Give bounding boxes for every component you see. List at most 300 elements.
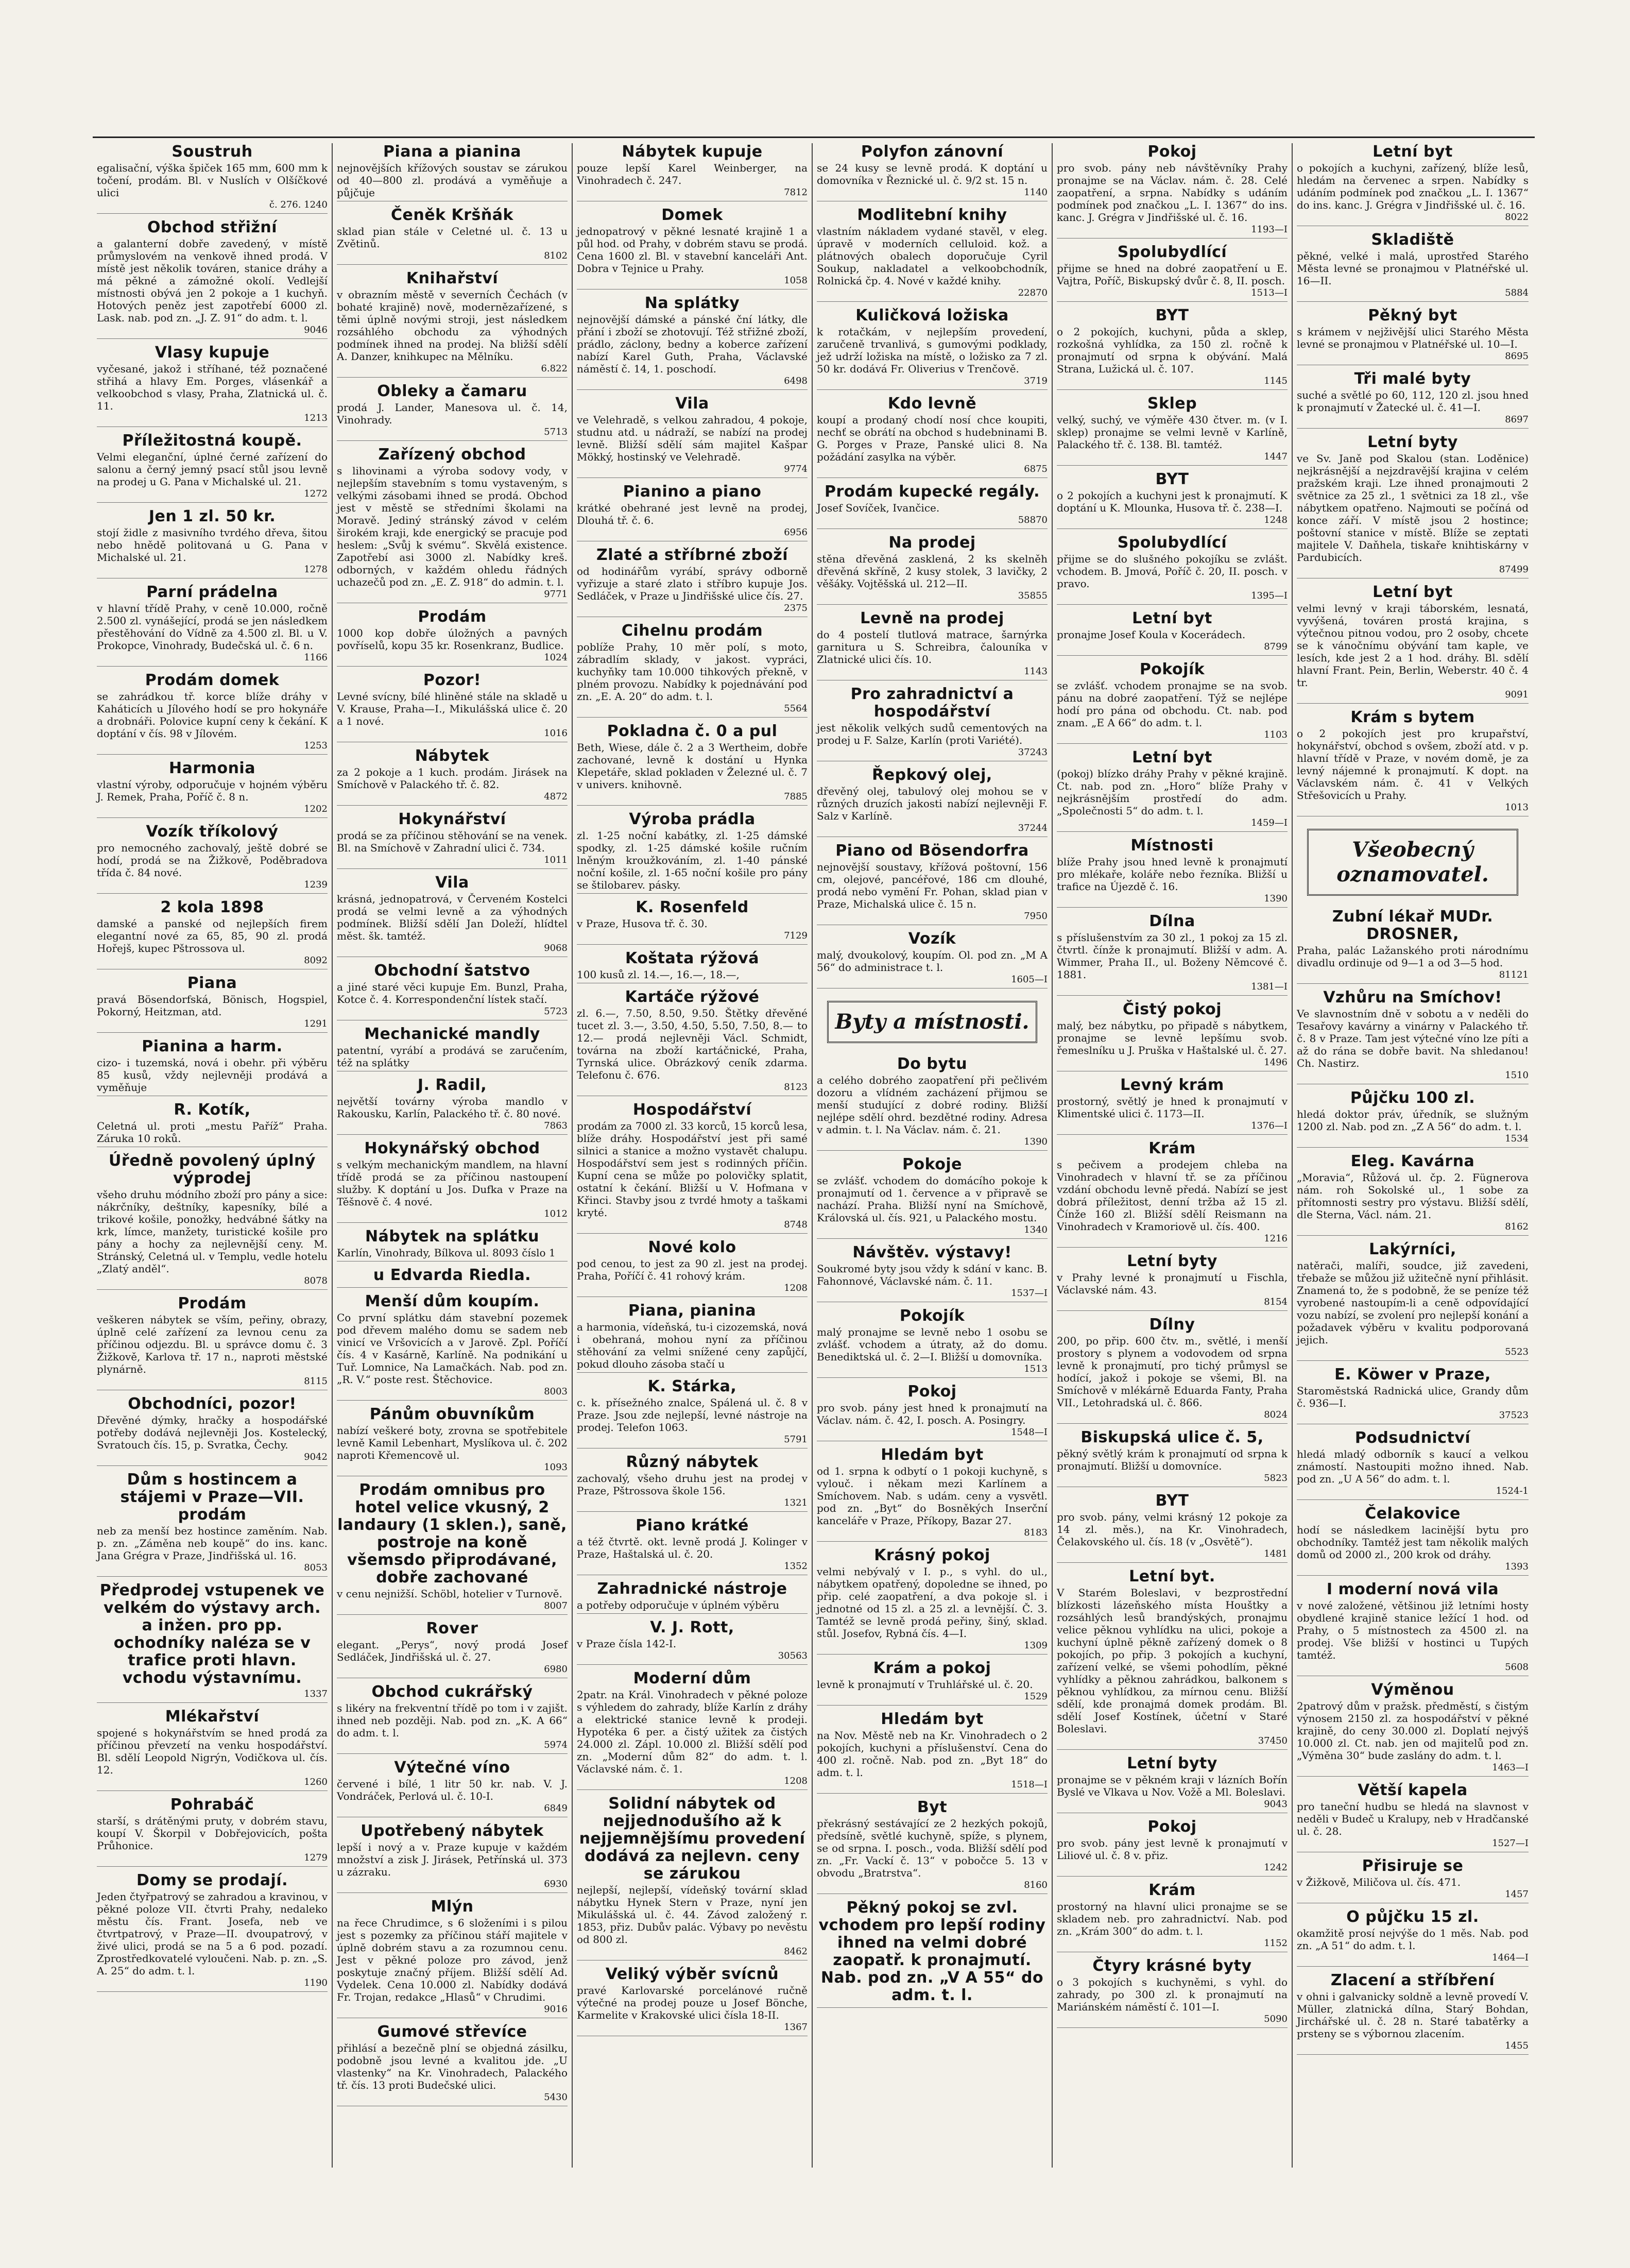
ad-body: malý, bez nábytku, po připadě s nábytkem, pronajme se levně lepšímu svob. řemeslníku u J. Pruška v Haštalské ul. č. 27. (1057, 1019, 1288, 1056)
ad-reference-number: 8697 (1505, 414, 1529, 425)
ad-body: od hodinářům vyrábí, správy odborně vyřizuje a staré zlato i stříbro kupuje Jos. Sedláček, v Praze u Jindřišské ulice čís. 27. (577, 565, 808, 602)
ad-body: nejnovější dámské a pánské ční látky, dle přání i zboží se zhotovují. Též střižné zboží, prádlo, záclony, bedny a koberce zařízení nabízí Karel Guth, Praha, Václavské náměstí č. 14, 1. poschodí. (577, 313, 808, 375)
classified-ad (97, 1395, 328, 1466)
ad-heading: Výroba prádla (629, 810, 756, 828)
ad-body: (pokoj) blízko dráhy Prahy v pěkné krajině. Ct. nab. pod zn. „Horo“ blíže Prahy v nejkrásnějším prostředí do adm. „Společnosti 5“ do adm. t. l. (1057, 768, 1288, 817)
ad-heading: V. J. Rott, (650, 1618, 734, 1636)
column-1 (93, 143, 333, 2168)
ad-body: pro svob. pány neb návštěvníky Prahy pronajme se na Václav. nám. č. 28. Celé zaopatření, a srpna. Nabídky s udáním podmínek pod značkou „L. I. 1367“ do ins. kanc. J. Grégra v Jindřišské ul. č. 16. (1057, 162, 1288, 224)
classified-ad (817, 766, 1048, 837)
ad-body: „Moravia“, Růžová ul. čp. 2. Fügnerova nám. roh Sokolské ul., 1 sobe za přítomnosti sestry pro výstavu. Bližší sdělí, dle Sterna, Václ. nám. 21. (1297, 1171, 1529, 1221)
classified-ad (337, 270, 568, 378)
classified-ad (817, 686, 1048, 761)
ad-reference-number: 8462 (784, 1946, 808, 1957)
ad-heading: Letní byty (1127, 1252, 1217, 1270)
ad-body: s pečivem a prodejem chleba na Vinohradech v hlavní tř. se za příčinou vzdání obchodu levně předá. Nabízí se jest dobrá příležitost, denní tržba až 15 zl. Čínže 160 zl. Bližší sdělí Reismann na Vinohradech v Kramoriově ul. čís. 400. (1057, 1158, 1288, 1233)
ad-body: prostorný, světlý je hned k pronajmutí v Klimentské ulici č. 1173—II. (1057, 1095, 1288, 1120)
ad-reference-number: 5090 (1264, 2014, 1288, 2024)
ad-heading: O půjčku 15 zl. (1346, 1908, 1479, 1926)
ad-body: lepší i nový a v. Praze kupuje v každém množství a zisk J. Jirásek, Petřínská ul. 373 u zázraku. (337, 1841, 568, 1878)
ad-heading: Dílna (1149, 912, 1195, 930)
classified-ad (337, 874, 568, 957)
ad-reference-number: 1208 (784, 1283, 808, 1293)
ad-reference-number: 8078 (304, 1275, 328, 1286)
ad-body: a jiné staré věci kupuje Em. Bunzl, Praha, Kotce č. 4. Korrespondenční lístek stačí. (337, 981, 568, 1005)
classified-ad (97, 1152, 328, 1290)
classified-ad (97, 143, 328, 214)
ad-reference-number: 1216 (1264, 1233, 1288, 1244)
ad-heading: Vila (675, 395, 709, 413)
ad-reference-number: 1457 (1505, 1889, 1529, 1900)
classified-ad (1057, 1957, 1288, 2028)
ad-heading: 2 kola 1898 (160, 898, 264, 916)
ad-body: se zahrádkou tř. korce blíže dráhy v Kaháticích u Jílového hodí se pro hokynáře a drobnáři. Polovice kupní ceny k čekání. K doptání v čís. 98 v Jílovém. (97, 690, 328, 740)
ad-body: pro svob. pány jest hned k pronajmutí na Václav. nám. č. 42, I. posch. A. Posingry. (817, 1402, 1048, 1426)
classified-ad (1297, 989, 1529, 1084)
ad-heading: Piano krátké (636, 1516, 749, 1534)
classified-ad (97, 672, 328, 755)
ad-reference-number: 9774 (784, 464, 808, 474)
ad-heading: Kuličková ložiska (855, 306, 1009, 325)
ad-reference-number: 1548—I (1011, 1427, 1048, 1438)
ad-reference-number: 5723 (544, 1006, 568, 1017)
classified-ad (817, 307, 1048, 390)
ad-body: jednopatrový v pěkné lesnaté krajině 1 a půl hod. od Prahy, v dobrém stavu se prodá. Cena 1600 zl. Bl. v stavební kanceláři Ant. Dobra v Tejnice u Prahy. (577, 225, 808, 275)
ad-reference-number: 5884 (1505, 287, 1529, 298)
ad-reference-number: 6875 (1024, 464, 1048, 474)
ad-reference-number: 8799 (1264, 641, 1288, 652)
ad-heading: Letní byty (1127, 1754, 1217, 1772)
classified-ad (817, 1383, 1048, 1441)
column-5 (1053, 143, 1293, 2168)
ad-heading: Příležitostná koupě. (122, 432, 302, 450)
ad-heading: Krám (1148, 1139, 1196, 1157)
ad-reference-number: 1340 (1024, 1224, 1048, 1235)
ad-reference-number: 1459—I (1251, 817, 1288, 828)
ad-heading: Vozík (908, 930, 956, 948)
classified-ad (1057, 1001, 1288, 1071)
ad-body: vlastním nákladem vydané stavěl, v eleg. úpravě v moderních celluloid. kož. a plátnových obalech doporučuje Cyril Soukup, nakladatel a velkoobchodník, Rolnická čp. 4. Nové v každé knihy. (817, 225, 1048, 287)
ad-body: nejnovější soustavy, křížová poštovní, 156 cm, olejové, pancéřové, 186 cm dlouhé, prodá nebo vymění Fr. Pohan, sklad pian v Praze, Michalská ulice č. 15 n. (817, 861, 1048, 910)
ad-body: malý pronajme se levně nebo 1 osobu se zvlášť. vchodem a útraty, až do domu. Benediktská ul. č. 2—I. Bližší u domovníka. (817, 1326, 1048, 1363)
classified-ad (337, 1267, 568, 1288)
ad-body: Beth, Wiese, dále č. 2 a 3 Wertheim, dobře zachované, levně k dostání u Hynka Klepetáře, sklad pokladen v Železné ul. č. 7 v univers. knihovně. (577, 741, 808, 791)
ad-reference-number: 37450 (1258, 1735, 1288, 1746)
ad-reference-number: 5523 (1505, 1346, 1529, 1357)
classified-ad (577, 1378, 808, 1448)
ad-heading: Prodám domek (145, 671, 280, 689)
classified-ad (817, 1244, 1048, 1302)
ad-heading: Větší kapela (1358, 1781, 1468, 1799)
ad-body: do 4 postelí tlutlová matrace, šarnýrka garnitura u S. Schreibra, čalouníka v Zlatnické ulici čís. 10. (817, 628, 1048, 666)
ad-heading: Obchodníci, pozor! (128, 1395, 297, 1413)
ad-body: Soukromé byty jsou vždy k sdání v kanc. B. Fahonnové, Václavské nám. č. 11. (817, 1263, 1048, 1287)
ad-body: se zvlášť. vchodem do domácího pokoje k pronajmutí od 1. července a v připravě se nachází. Praha. Bližší nyní na Smíchově, Královská ul. čís. 921, u Palackého mostu. (817, 1174, 1048, 1224)
ad-reference-number: 6.822 (541, 363, 568, 374)
ad-body: pronajme Josef Koula v Kocerádech. (1057, 628, 1246, 641)
ad-heading: Výtečné víno (394, 1759, 510, 1777)
classified-ad (817, 534, 1048, 605)
ad-reference-number: 1309 (1024, 1640, 1048, 1651)
ad-body: ve Sv. Janě pod Skalou (stan. Loděnice) nejkrásnější a nejzdravější krajina v celém pražském kraji. Lze ihned pronajmouti 2 světnice za 25 zl., 1 světnici za 18 zl., vše nábytkem opatřeno. Najmouti se počíná od konce září. V místě jsou 2 hostince; poštovní stanice v místě. Blíže se zeptati majitele V. Daňhela, tiskaře knihtiskárny v Pardubicích. (1297, 452, 1529, 564)
ad-reference-number: 1208 (784, 1776, 808, 1786)
classified-ad (337, 672, 568, 742)
ad-body: 1000 kop dobře úložných a pavných povříselů, kopu 35 kr. Rosenkranz, Budlice. (337, 627, 568, 652)
classified-ad (97, 219, 328, 339)
ad-reference-number: 7863 (544, 1120, 568, 1131)
section-header: Všeobecný oznamovatel. (1307, 829, 1518, 896)
ad-heading: Pokladna č. 0 a pul (607, 722, 778, 740)
ad-heading: Zahradnické nástroje (597, 1580, 787, 1598)
ad-heading: Mlékařství (165, 1708, 260, 1726)
ad-reference-number: 7812 (784, 187, 808, 198)
ad-body: Josef Sovíček, Ivančice. (817, 502, 940, 514)
ad-body: pravá Bösendorfská, Bönisch, Hogspiel, Pokorný, Heitzman, atd. (97, 993, 328, 1018)
ad-heading: Řepkový olej, (872, 766, 992, 784)
ad-body: krátké obehrané jest levně na prodej, Dlouhá tř. č. 6. (577, 502, 808, 526)
classified-ad (577, 811, 808, 894)
ad-body: 2patrový dům v pražsk. předměstí, s čistým výnosem 2150 zl. za hospodářství v pěkné krajině, do ceny 30.000 zl. Doplatí nejvýš 10.000 zl. Ct. nab. jen od majitelů pod zn. „Výměna 30“ bude zaslány do adm. t. l. (1297, 1700, 1529, 1762)
ad-body: se zvlášť. vchodem pronajme se na svob. pánu na dobré zaopatření. Týž se nejlépe hodí pro pána od obchodu. Ct. nab. pod znam. „E A 66“ do adm. t. l. (1057, 679, 1288, 729)
ad-heading: Obchodní šatstvo (374, 962, 530, 980)
ad-body: 2patr. na Král. Vinohradech v pěkné poloze s výhledem do zahrady, blíže Karlín z dráhy a elektrické stanice levně k prodeji. Hypotéka 6 per. a čistý užitek za čistých 24.000 zl. Zápl. 10.000 zl. Bližší sdělí pod zn. „Moderní dům 82“ do adm. t. l. Václavské nám. č. 1. (577, 1689, 808, 1775)
classified-ad (577, 899, 808, 945)
ad-heading: Návštěv. výstavy! (852, 1243, 1012, 1261)
classified-ad (1297, 1429, 1529, 1500)
ad-heading: Pokoj (1147, 1818, 1197, 1836)
classified-ad (1297, 709, 1529, 816)
classified-ad (1057, 1568, 1288, 1750)
ad-heading: Tři malé byty (1354, 370, 1471, 388)
ad-heading: I moderní nová vila (1326, 1580, 1499, 1598)
classified-ad (1057, 913, 1288, 996)
ad-body: stěna dřevěná zasklená, 2 ks skelněh dřevěná skříně, 2 kusy stolek, 3 lavičky, 2 věšáky. Vojtěšská ul. 212—II. (817, 553, 1048, 590)
ad-heading: Letní byty (1367, 433, 1458, 451)
classified-ad (817, 207, 1048, 302)
ad-body: V Starém Boleslavi, v bezprostřední blízkosti lázeňského místa Houštky a rozsáhlých lesů brandýských, pronajmu velice pěknou vyhlídku na ulici, pokoje a kuchyní úplně pěkně zařízený domek o 8 pokojích, po přip. 3 pokojích a kuchyní, zařízení velké, se všemi pohodlím, pěkné vyhlídky a pěknou zahrádkou, balkonem s pěknou vyhlídkou, za mírnou cenu. Bližší sdělí, kde pronajmá domek prodám. Bl. sdělí Josef Kostínek, účetní v Staré Boleslavi. (1057, 1587, 1288, 1735)
ad-body: velký, suchý, ve výměře 430 čtver. m. (v I. sklep) pronajme se velmi levně v Karlíně, Palackého tř. č. 138. Bl. tamtéž. (1057, 414, 1288, 451)
ad-reference-number: 37243 (1018, 747, 1048, 758)
ad-body: pod cenou, to jest za 90 zl. jest na prodej. Praha, Poříčí č. 41 rohový krám. (577, 1257, 808, 1282)
ad-heading: Čtyry krásné byty (1092, 1957, 1252, 1975)
column-4 (813, 143, 1053, 2168)
ad-body: v Praze čísla 142-I. (577, 1638, 677, 1650)
classified-ad (97, 1708, 328, 1791)
classified-ad (337, 207, 568, 265)
ad-heading: Pozor! (423, 671, 482, 689)
ad-reference-number: 5974 (544, 1740, 568, 1750)
ad-heading: Do bytu (897, 1055, 968, 1073)
ad-body: na řece Chrudimce, s 6 složeními i s pilou jest s pozemky za příčinou stáří majitele v úplně dobrém stavu a za rozumnou cenu. Jest v pěkné poloze pro závod, jenž poskytuje značný příjem. Bližší sdělí Ad. Vydelek. Cena 10.000 zl. Nabídky dodává Fr. Trojan, redakce „Hlasů“ v Chrudimi. (337, 1917, 568, 2003)
ad-heading: Úředně povolený úplný výprodej (109, 1152, 316, 1187)
ad-reference-number: 1390 (1264, 893, 1288, 904)
ad-body: prodá J. Lander, Manesova ul. č. 14, Vinohrady. (337, 401, 568, 426)
ad-body: nejnovějších křížových soustav se zárukou od 40—800 zl. prodává a vyměňuje a půjčuje (337, 162, 568, 199)
ad-reference-number: 81121 (1499, 969, 1529, 980)
classified-ad (817, 483, 1048, 529)
ad-reference-number: 8102 (544, 250, 568, 261)
classified-ad (97, 975, 328, 1033)
ad-heading: Obleky a čamaru (377, 382, 527, 400)
ad-body: pro nemocného zachovalý, ještě dobré se hodí, prodá se na Žižkově, Poděbradova třída č. 84 nové. (97, 842, 328, 879)
ad-heading: Pánům obuvníkům (369, 1405, 535, 1423)
ad-body: zl. 1-25 noční kabátky, zl. 1-25 dámské spodky, zl. 1-25 dámské košile ručním lněným kroužkováním, zl. 1-40 pánské noční košile, zl. 1-65 noční košile pro pány se štilobarev. pásky. (577, 829, 808, 891)
classified-ad (1297, 231, 1529, 302)
ad-reference-number: 8115 (304, 1376, 328, 1387)
ad-body: zachovalý, všeho druhu jest na prodej v Praze, Pštrossova škole 156. (577, 1472, 808, 1497)
ad-heading: Zařízený obchod (378, 446, 526, 464)
ad-heading: Vila (435, 874, 469, 892)
classified-ad (337, 1140, 568, 1223)
ad-reference-number: č. 276. 1240 (269, 199, 328, 210)
ad-heading: J. Radil, (417, 1076, 487, 1094)
ad-heading: Letní byt (1132, 609, 1212, 627)
classified-ad (577, 723, 808, 806)
ad-reference-number: 1524-1 (1496, 1486, 1529, 1496)
ad-reference-number: 1058 (784, 275, 808, 286)
ad-body: sklad pian stále v Celetné ul. č. 13 u Zvětinů. (337, 225, 568, 250)
ad-body: Dřevěné dýmky, hračky a hospodářské potřeby dodává nejlevněji Jos. Kostelecký, Svratouch čís. 15, p. Svratka, Čechy. (97, 1414, 328, 1451)
ad-reference-number: 1016 (544, 728, 568, 739)
ad-body: a potřeby odporučuje v úplném výběru (577, 1599, 780, 1611)
ad-heading: Piano od Bösendorfra (835, 842, 1029, 860)
ad-reference-number: 1152 (1264, 1938, 1288, 1949)
ad-body: prostorný na hlavní ulici pronajme se se skladem neb. pro zahradnictví. Nab. pod zn. „Krám 300“ do adm. t. l. (1057, 1900, 1288, 1937)
ad-body: v nové založené, většinou již letními hosty obydlené krajině stanice ležící 1 hod. od Prahy, o 5 místnostech za 4500 zl. na prodej. Vše bližší v hostinci u Tupých tamtéž. (1297, 1599, 1529, 1661)
ad-heading: Pokojík (899, 1307, 965, 1325)
ad-reference-number: 5713 (544, 427, 568, 437)
ad-reference-number: 1447 (1264, 451, 1288, 462)
ad-body: egalisační, výška špiček 165 mm, 600 mm k točení, prodám. Bl. v Nuslích v Olšíčkové ulici (97, 162, 328, 199)
ad-reference-number: 8160 (1024, 1880, 1048, 1890)
ad-reference-number: 1513—I (1251, 287, 1288, 298)
classified-ad (97, 344, 328, 427)
ad-reference-number: 4872 (544, 791, 568, 802)
ad-body: Praha, palác Lažanského proti národnímu divadlu ordinuje od 9—1 a od 3—5 hod. (1297, 944, 1529, 969)
classified-ad (1057, 1492, 1288, 1563)
ad-body: prodám za 7000 zl. 33 korců, 15 korců lesa, blíže dráhy. Hospodářství jest při samé silnici a stanice a možno vystavět chalupu. Hospodářství sem jest s rodinných příčin. Kupní cena se může po polovičky splatit, ostatní k čekání. Bližší u V. Hofmana v Křinci. Stavby jsou z tvrdé hmoty a taškami kryté. (577, 1120, 808, 1219)
ad-reference-number: 1011 (544, 855, 568, 865)
ad-heading: R. Kotík, (174, 1101, 251, 1119)
ad-reference-number: 1513 (1024, 1363, 1048, 1374)
classified-ad (1297, 1681, 1529, 1777)
ad-reference-number: 8162 (1505, 1221, 1529, 1232)
classified-ad (337, 383, 568, 441)
ad-heading: Kdo levně (887, 395, 977, 413)
ad-heading: Pokoj (1147, 143, 1197, 161)
ad-body: pro svob. pány, velmi krásný 12 pokoje za 14 zl. měs.), na Kr. Vinohradech, Čelakovského ul. čís. 18 (v „Osvětě“). (1057, 1511, 1288, 1548)
classified-ad (817, 143, 1048, 201)
ad-reference-number: 7950 (1024, 911, 1048, 922)
column-3 (573, 143, 813, 2168)
ad-heading: Polyfon zánovní (861, 143, 1004, 161)
ad-body: 100 kusů zl. 14.—, 16.—, 18.—, (577, 968, 740, 981)
ad-heading: Na splátky (644, 294, 740, 312)
ad-body: prodá se za příčinou stěhování se na venek. Bl. na Smíchově v Zahradní ulici č. 734. (337, 829, 568, 854)
ad-heading: Eleg. Kavárna (1350, 1152, 1475, 1170)
classified-ad (97, 1101, 328, 1147)
ad-body: o 3 pokojích s kuchyněmi, s vyhl. do zahrady, po 300 zl. k pronajmutí na Mariánském náměstí č. 101—I. (1057, 1976, 1288, 2013)
ad-heading: Kartáče rýžové (625, 988, 760, 1006)
classified-ad (1297, 1908, 1529, 1967)
ad-body: 200, po přip. 600 čtv. m., světlé, i menší prostory s plynem a vodovodem od srpna levně k pronajmutí, pro tichý průmysl se hodící, jakož i pokoje se všemi, Bl. na Smíchově v mlékárně Eduarda Fanty, Praha VII., Letohradská ul. č. 866. (1057, 1335, 1288, 1409)
ad-reference-number: 22870 (1018, 287, 1048, 298)
ad-reference-number: 37523 (1499, 1410, 1529, 1421)
classified-ad (817, 1446, 1048, 1542)
ad-heading: Nové kolo (648, 1238, 736, 1256)
ad-reference-number: 1455 (1505, 2040, 1529, 2051)
ad-reference-number: 1190 (304, 1977, 328, 1988)
ad-body: Karlín, Vinohrady, Bílkova ul. 8093 číslo 1 (337, 1247, 556, 1259)
ad-body: zl. 6.—, 7.50, 8.50, 9.50. Štětky dřevěné tucet zl. 3.—, 3.50, 4.50, 5.50, 7.50, 8.— to 12.— prodá nejlevněji Václ. Schmidt, továrna na zboží kartáčnické, Praha, Tyrnská ulice. Obrázkový ceník zdarma. Telefonu č. 676. (577, 1007, 808, 1081)
ad-heading: Mechanické mandly (364, 1025, 540, 1043)
classified-ad (577, 1670, 808, 1790)
ad-reference-number: 1024 (544, 652, 568, 663)
classified-ad (577, 1966, 808, 2036)
ad-reference-number: 1253 (304, 740, 328, 751)
ad-heading: Koštata rýžová (625, 949, 760, 967)
ad-reference-number: 8154 (1264, 1297, 1288, 1307)
ad-heading: Dům s hostincem a stájemi v Praze—VII. prodám (120, 1471, 304, 1524)
classified-ad (1057, 749, 1288, 832)
ad-heading: Prodám kupecké regály. (824, 483, 1040, 501)
ad-body: a galanterní dobře zavedený, v místě průmyslovém na venkově ihned prodá. V místě jest několik továren, stanice dráhy a má pěkné a zámožné okolí. Vedlejší místnosti obývá jen 2 pokoje a 1 kuchyň. Hotových peněz jest zapotřebí 6000 zl. Lask. nab. pod zn. „J. Z. 91“ do adm. t. l. (97, 237, 328, 324)
ad-reference-number: 3719 (1024, 376, 1048, 386)
ad-reference-number: 37244 (1018, 823, 1048, 833)
ad-heading: K. Rosenfeld (636, 898, 749, 916)
ad-reference-number: 1367 (784, 2022, 808, 2033)
classified-ad (1297, 370, 1529, 429)
ad-reference-number: 1278 (304, 564, 328, 575)
classified-ad (1057, 143, 1288, 238)
ad-body: o 2 pokojích jest pro krupařství, hokynářství, obchod s ovšem, zboží atd. v p. hlavní třídě v Praze, v novém domě, je za levný nájemné k pronajmutí. K dopt. na Václavském nám. č. 41 v Velkých Střešovicích u Prahy. (1297, 727, 1529, 802)
classified-ad (577, 950, 808, 983)
ad-heading: Harmonia (169, 759, 255, 777)
classified-ad (577, 1580, 808, 1614)
ad-heading: Dílny (1149, 1316, 1195, 1334)
ad-heading: Nábytek (415, 747, 490, 765)
ad-body: od 1. srpna k odbytí o 1 pokoji kuchyně, s vylouč. i někam mezi Karlínem a Smíchovem. Nab. s udám. ceny a vysvětl. pod zn. „Byt“ do Bosněkých Inserční kanceláře v Praze, Příkopy, Bazar 27. (817, 1465, 1048, 1527)
classified-columns (93, 143, 1535, 2168)
classified-ad (337, 1898, 568, 2018)
ad-reference-number: 1279 (304, 1852, 328, 1863)
classified-ad (1297, 1782, 1529, 1852)
ad-heading: Spolubydlící (1117, 534, 1227, 552)
ad-body: blíže Prahy jsou hned levně k pronajmutí pro mlékaře, koláře nebo řezníka. Bližší u trafice na Újezdě č. 16. (1057, 856, 1288, 893)
ad-reference-number: 8003 (544, 1386, 568, 1397)
ad-heading: Spolubydlící (1117, 243, 1227, 261)
ad-body: veškeren nábytek se vším, peřiny, obrazy, úplně celé zařízení za levnou cenu za příčinou odjezdu. Bl. u správce domu č. 3 Žižkově, Karlova tř. 17 n., naproti městské plynárně. (97, 1314, 328, 1375)
ad-heading: BYT (1155, 306, 1189, 325)
ad-body: ve Velehradě, s velkou zahradou, 4 pokoje, studnu atd. u nádraží, se nabízí na prodej levně. Bližší sdělí sám majitel Kašpar Mökký, hostinský ve Velehradě. (577, 414, 808, 463)
ad-reference-number: 58870 (1018, 515, 1048, 525)
ad-reference-number: 1510 (1505, 1070, 1529, 1081)
classified-ad (97, 432, 328, 503)
ad-heading: Čeněk Kršňák (391, 206, 513, 224)
ad-body: pravé Karlovarské porcelánové ručně výtečné na prodej pouze u Josef Bönche, Karmelite v Krakovské ulici čísla 18-II. (577, 1984, 808, 2021)
ad-reference-number: 8748 (784, 1219, 808, 1230)
ad-reference-number: 9043 (1264, 1799, 1288, 1810)
classified-ad (1297, 307, 1529, 365)
classified-ad (1057, 1316, 1288, 1424)
ad-heading: Piana, pianina (628, 1302, 757, 1320)
ad-reference-number: 1605—I (1011, 974, 1048, 985)
ad-reference-number: 9068 (544, 943, 568, 953)
ad-heading: Letní byt (1372, 583, 1453, 601)
ad-reference-number: 6980 (544, 1664, 568, 1675)
classified-ad (337, 1077, 568, 1135)
ad-heading: Čelakovice (1365, 1505, 1461, 1523)
classified-ad (817, 610, 1048, 680)
classified-ad (577, 547, 808, 617)
ad-reference-number: 1260 (304, 1777, 328, 1787)
ad-body: hledá doktor práv, úředník, se služným 1200 zl. Nab. pod zn. „Z A 56“ do adm. t. l. (1297, 1108, 1529, 1133)
ad-body: všeho druhu módního zboží pro pány a sice: nákrčníky, deštníky, kapesníky, bílé a trikové košile, ponožky, hedvábné šátky na krk, límce, manžety, turistické košile pro pány a hochy za nejlevnější ceny. M. Stránský, Celetná ul. v Templu, vedle hotelu „Zlatý anděl“. (97, 1188, 328, 1275)
ad-body: damské a panské od nejlepších firem elegantní nové za 65, 85, 90 zl. prodá Hořejš, kupec Pštrossova ul. (97, 917, 328, 954)
ad-heading: Piana (187, 974, 237, 992)
ad-heading: Pokojík (1139, 660, 1205, 678)
classified-ad (577, 207, 808, 289)
classified-ad (817, 842, 1048, 925)
ad-reference-number: 9091 (1505, 689, 1529, 700)
ad-body: Co první splátku dám stavební pozemek pod dřevem malého domu se sadem neb vinicí ve Vršovicích a v Jarově. Zpl. Poříčí čís. 4 v Kasárně, Karlíně. Na podnikání u Tuř. Lomnice, Na Lamačkách. Nab. pod zn. „R. V.“ poste rest. Štěchovice. (337, 1311, 568, 1386)
ad-reference-number: 5791 (784, 1434, 808, 1445)
ad-body: s likéry na frekventní třídě po tom i v zajišt. ihned neb později. Nab. pod zn. „K. A 66“ do adm. t. l. (337, 1702, 568, 1739)
classified-ad (337, 747, 568, 806)
ad-body: v Praze, Husova tř. č. 30. (577, 917, 708, 930)
ad-reference-number: 1202 (304, 804, 328, 814)
ad-heading: Čistý pokoj (1122, 1000, 1222, 1018)
ad-reference-number: 1529 (1024, 1691, 1048, 1702)
classified-ad (337, 1406, 568, 1476)
ad-heading: Sklep (1147, 395, 1197, 413)
classified-ad (817, 1899, 1048, 2008)
classified-ad (1057, 1755, 1288, 1813)
ad-body: přijme se do slušného pokojíku se zvlášt. vchodem. B. Jmová, Poříč č. 20, II. posch. v pravo. (1057, 553, 1288, 590)
ad-body: krásná, jednopatrová, v Červeném Kostelci prodá se velmi levně a za výhodných podmínek. Bližší sdělí Jan Doleží, hlídtel měst. šk. tamtéž. (337, 893, 568, 942)
ad-heading: Hospodářství (632, 1101, 752, 1119)
ad-heading: Hledám byt (881, 1446, 984, 1464)
ad-reference-number: 1381—I (1251, 981, 1288, 992)
ad-heading: Hledám byt (881, 1710, 984, 1728)
top-rule (93, 137, 1535, 138)
classified-ad (1297, 1153, 1529, 1236)
ad-reference-number: 1239 (304, 879, 328, 890)
ad-reference-number: 1013 (1505, 802, 1529, 813)
ad-reference-number: 5564 (784, 703, 808, 714)
ad-reference-number: 1390 (1024, 1136, 1048, 1147)
ad-heading: Prodám omnibus pro hotel velice vkusný, 2 landaury (1 sklen.), saně, postroje na koně všemsdo připrodávané, dobře zachované (337, 1481, 567, 1587)
classified-ad (97, 508, 328, 578)
classified-ad (1057, 1253, 1288, 1311)
classified-ad (1297, 1505, 1529, 1576)
ad-heading: Pěkný byt (1368, 306, 1457, 325)
ad-body: neb za menší bez hostince zaměním. Nab. p. zn. „Záměna neb koupě“ do ins. kanc. Jana Grégra v Praze, Jindřišská ul. 16. (97, 1525, 328, 1562)
ad-reference-number: 1463—I (1492, 1762, 1529, 1773)
classified-ad (1297, 434, 1529, 578)
ad-heading: K. Stárka, (647, 1377, 737, 1395)
ad-heading: Krám (1148, 1881, 1196, 1899)
ad-body: v Žižkově, Miličova ul. čís. 471. (1297, 1876, 1461, 1888)
ad-reference-number: 8022 (1505, 212, 1529, 223)
ad-body: pěkné, velké i malá, uprostřed Starého Města levné se pronajmou v Platnéřské ul. 16—II. (1297, 250, 1529, 287)
ad-body: s příslušenstvím za 30 zl., 1 pokoj za 15 zl. čtvrtl. čínže k pronajmutí. Bližší v adm. A. Wimmer, Praha II., ul. Boženy Němcové č. 1881. (1057, 931, 1288, 981)
ad-heading: Menší dům koupím. (365, 1292, 540, 1310)
classified-ad (1057, 244, 1288, 302)
ad-body: a harmonia, vídeňská, tu-i cizozemská, nová i obehraná, mohou nyní za příčinou stěhování za velmi snížené ceny zapůjčí, pokud dlouho zásoba stačí u (577, 1321, 808, 1370)
classified-ad (1297, 1366, 1529, 1424)
ad-heading: Pěkný pokoj se zvl. vchodem pro lepší rodiny ihned na velmi dobré zaopatř. k pronajmutí. Nab. pod zn. „V A 55“ do adm. t. l. (818, 1899, 1046, 2004)
